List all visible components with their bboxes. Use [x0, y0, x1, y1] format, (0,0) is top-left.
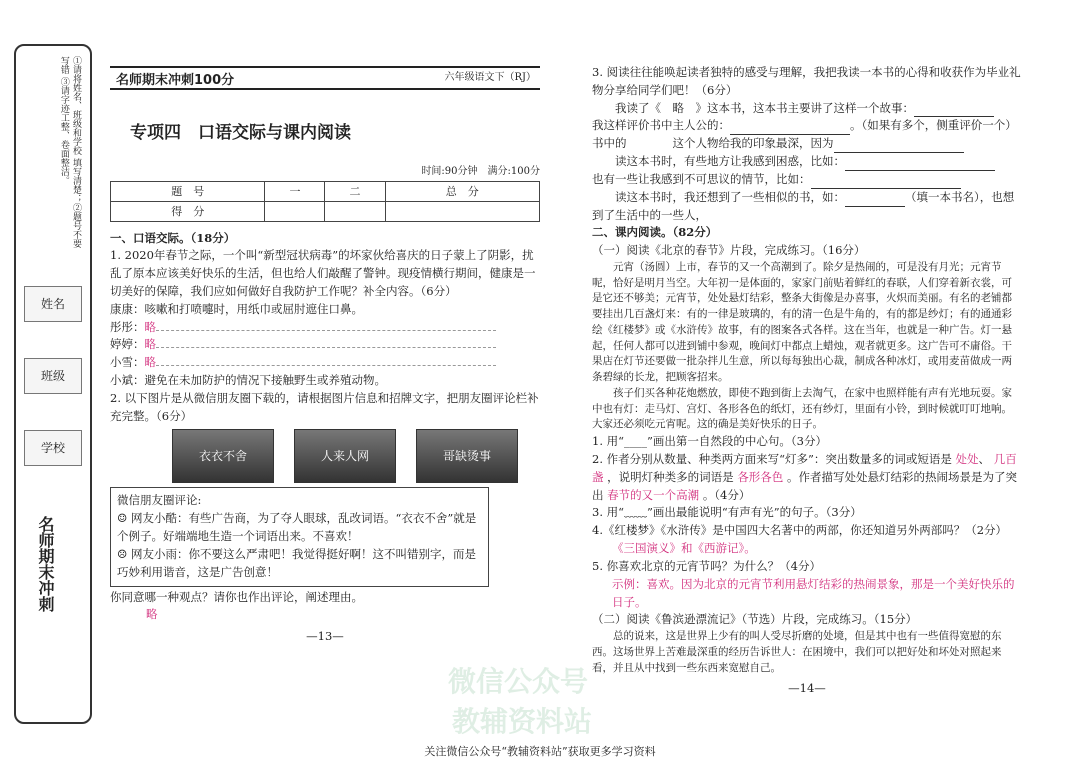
page-title: 专项四 口语交际与课内阅读	[130, 123, 351, 143]
answer-q2[interactable]	[110, 606, 540, 624]
answer-tingting	[110, 336, 540, 354]
read-line-2	[592, 117, 1022, 135]
line-text: 我读了《 略 》这本书，这本书主要讲了这样一个故事：	[615, 100, 914, 115]
wechat-comment-box	[110, 487, 489, 586]
line-text: 书中的 这个人物给我的印象最深，因为	[592, 136, 834, 151]
brand-logo: 名师期末冲刺100分	[116, 73, 235, 88]
answer-mark: 略	[144, 319, 156, 334]
sidebar-notes	[20, 56, 82, 256]
answer-xiaoxue	[110, 354, 540, 372]
answer-mark: 略	[144, 355, 156, 370]
shop-photo-2: 人来人网	[294, 429, 396, 483]
page-number: —14—	[788, 681, 826, 696]
table-row	[111, 181, 540, 201]
line-text: 。（如果有多个，侧重评价一个）	[850, 118, 1017, 133]
grade-label: 六年级语文下（RJ）	[444, 72, 536, 83]
answer-mark: 略	[146, 607, 158, 622]
question-3: 3. 阅读往往能唤起读者独特的感受与理解，我把我读一本书的心得和收获作为毕业礼物分享给同学们吧！（6分）	[592, 65, 1021, 97]
answer-text: 处处	[955, 452, 979, 466]
watermark-line-2: 教辅资料站	[452, 705, 593, 738]
section-1-heading: 一、口语交际。（18分）	[110, 230, 236, 245]
table-row	[111, 201, 540, 221]
speaker-label: 小雪：	[110, 355, 145, 370]
passage-2: 孩子们买各种花炮燃放，即使不跑到街上去淘气，在家中也照样能有声有光地玩耍。家中也有灯：走马灯、宫灯、各形各色的纸灯，还有纱灯，里面有小铃，到时候就叮叮地响。大家还必须吃元宵呢。这的确是美好快乐的日子。	[592, 386, 1012, 431]
answer-xingxing	[110, 319, 540, 337]
comment-2	[117, 546, 482, 582]
photo-row	[172, 429, 540, 483]
smile-icon: ☺	[117, 511, 131, 526]
line-text: 读这本书时，有些地方让我感到困惑，比如：	[615, 154, 845, 169]
score-cell[interactable]	[385, 201, 539, 221]
exercise-1: 1. 用“____”画出第一自然段的中心句。（3分）	[592, 434, 827, 449]
answer-line[interactable]	[811, 174, 961, 189]
exercise-2: 2. 作者分别从数量、种类两方面来写“灯多”：突出数量多的词或短语是 处处、 几百盏 ，说明灯种类多的词语是 各形各色 。作者描写处处悬灯结彩的热闹场景是为了突出 春节的又一个高潮 。（4分）	[592, 452, 1017, 502]
answer-text: 各形各色	[737, 469, 784, 484]
watermark-line-1: 微信公众号	[448, 665, 589, 698]
line-text: （填一本书名），也想到了生活中的一些人，	[592, 189, 1015, 222]
sidebar-logo: 名师期末冲刺	[36, 516, 55, 612]
binding-sidebar	[14, 44, 92, 724]
header-bar	[110, 66, 540, 90]
answer-line[interactable]	[156, 347, 496, 348]
part-1-heading: （一）阅读《北京的春节》片段，完成练习。（16分）	[592, 243, 866, 258]
line-text: 我这样评价书中主人公的：	[592, 118, 730, 133]
table-cell: 得 分	[111, 201, 265, 221]
school-field[interactable]: 学校	[24, 430, 82, 466]
score-table	[110, 181, 540, 222]
table-cell: 二	[325, 181, 385, 201]
read-line-3	[592, 135, 1022, 153]
line-text: 也有一些让我感到不可思议的情节，比如：	[592, 171, 811, 186]
name-field[interactable]: 姓名	[24, 286, 82, 322]
question-1: 1. 2020年春节之际，一个叫“新型冠状病毒”的坏家伙给喜庆的日子蒙上了阴影，扰乱了原本应该美好快乐的生活，但也给人们敲醒了警钟。现疫情横行期间，健康是一切美好的保障，我们应如何做好自我防护工作呢？补全内容。（6分）	[110, 248, 536, 298]
score-cell[interactable]	[265, 201, 325, 221]
score-cell[interactable]	[325, 201, 385, 221]
answer-line[interactable]	[845, 192, 905, 207]
right-page	[592, 64, 1022, 698]
part-2-heading: （二）阅读《鲁滨逊漂流记》（节选）片段，完成练习。（15分）	[592, 612, 918, 627]
answer-line[interactable]	[914, 102, 994, 117]
note-1: ①请将姓名、班级和学校	[71, 56, 81, 155]
note-3: ③请字迹工整、卷面整洁。	[58, 76, 69, 185]
read-line-5	[592, 171, 1022, 189]
answer-text: 春节的又一个高潮	[607, 487, 700, 502]
question-2-ask: 你同意哪一种观点？请你也作出评论，阐述理由。	[110, 589, 363, 604]
answer-line[interactable]	[845, 156, 995, 171]
exercise-5: 5. 你喜欢北京的元宵节吗？为什么？（4分）	[592, 558, 821, 573]
note-2: 填写清楚；②题号不要写错	[58, 56, 81, 248]
shop-photo-3: 哥缺烫事	[416, 429, 518, 483]
passage-3: 总的说来，这是世界上少有的叫人受尽折磨的处境，但是其中也有一些值得宽慰的东西。这场世界上苦难最深重的经历告诉世人：在困境中，我们可以把好处和坏处对照起来看，并且从中找到一些东西来宽慰自己。	[592, 630, 1002, 674]
class-field[interactable]: 班级	[24, 358, 82, 394]
speaker-label: 彤彤：	[110, 319, 145, 334]
wechat-title: 微信朋友圈评论:	[117, 493, 202, 508]
line-text: 读这本书时，我还想到了一些相似的书，如：	[615, 189, 845, 204]
question-2: 2. 以下图片是从微信朋友圈下载的，请根据图片信息和招牌文字，把朋友圈评论栏补充完整。（6分）	[110, 390, 539, 423]
read-line-4	[592, 153, 1022, 171]
answer-4[interactable]: 《三国演义》和《西游记》。	[612, 541, 756, 556]
answer-xiaobin: 小斌：避免在未加防护的情况下接触野生或养殖动物。	[110, 373, 386, 387]
answer-line[interactable]	[156, 365, 496, 366]
exercise-3: 3. 用“﹏﹏”画出最能说明“有声有光”的句子。（3分）	[592, 505, 862, 520]
answer-mark: 略	[144, 337, 156, 352]
line-text: 2. 作者分别从数量、种类两方面来写“灯多”：突出数量多的词或短语是	[592, 452, 952, 466]
table-cell: 总 分	[385, 181, 539, 201]
comment-1	[117, 510, 482, 546]
page-number: —13—	[306, 629, 344, 644]
comment-text: 网友小雨：你不要这么严肃吧！我觉得挺好啊！这不叫错别字，而是巧妙利用谐音，这是广告创意！	[117, 546, 476, 579]
answer-line[interactable]	[156, 330, 496, 331]
answer-text: 几百盏	[592, 452, 1017, 484]
read-line-6	[592, 189, 1022, 225]
passage-1: 元宵（汤圆）上市，春节的又一个高潮到了。除夕是热闹的，可是没有月光；元宵节呢，恰好是明月当空。大年初一是体面的，家家门前贴着鲜红的春联，人们穿着新衣裳，可是它还不够美；元宵节，处处悬灯结彩，整条大街像是办喜事，火炽而美丽。有名的老铺都要挂出几百盏灯来：有的一律是玻璃的，有的清一色是牛角的，有的都是纱灯；有的通通彩绘《红楼梦》或《水浒传》故事，有的图案各式各样。这在当年，也就是一种广告。灯一悬起，任何人都可以进到铺中参观，晚间灯中都点上蜡烛，观者就更多。这广告可不庸俗。干果店在灯节还要做一批杂拌儿生意，所以每每独出心裁，制成各种冰灯，或用麦苗做成一两条碧绿的长龙，把顾客招来。	[592, 260, 1012, 384]
line-text: 。作者描写处处悬灯结彩的热闹场景是为了突出	[592, 469, 1017, 502]
table-cell: 一	[265, 181, 325, 201]
line-text: 。（4分）	[702, 487, 751, 502]
time-info: 时间:90分钟 满分:100分	[421, 166, 540, 177]
line-text: ，说明灯种类多的词语是	[607, 469, 734, 484]
exercise-4: 4.《红楼梦》《水浒传》是中国四大名著中的两部，你还知道另外两部吗？（2分）	[592, 523, 1008, 538]
frown-icon: ☹	[117, 546, 131, 561]
comment-text: 网友小酷：有些广告商，为了夺人眼球，乱改词语。“衣衣不舍”就是个例子。好端端地生造一个词语出来。不喜欢！	[117, 511, 477, 544]
answer-5[interactable]: 示例：喜欢。因为北京的元宵节利用悬灯结彩的热闹景象，那是一个美好快乐的日子。	[612, 576, 1015, 609]
answer-line[interactable]	[834, 138, 964, 153]
left-page	[110, 66, 540, 646]
section-2-heading: 二、课内阅读。（82分）	[592, 225, 718, 240]
answer-kangkang: 康康：咳嗽和打喷嚏时，用纸巾或屈肘遮住口鼻。	[110, 301, 363, 316]
table-cell: 题 号	[111, 181, 265, 201]
footer-note: 关注微信公众号“教辅资料站”获取更多学习资料	[424, 745, 656, 758]
speaker-label: 婷婷：	[110, 337, 145, 352]
answer-line[interactable]	[730, 120, 850, 135]
read-line-1	[592, 100, 1022, 118]
shop-photo-1: 衣衣不舍	[172, 429, 274, 483]
